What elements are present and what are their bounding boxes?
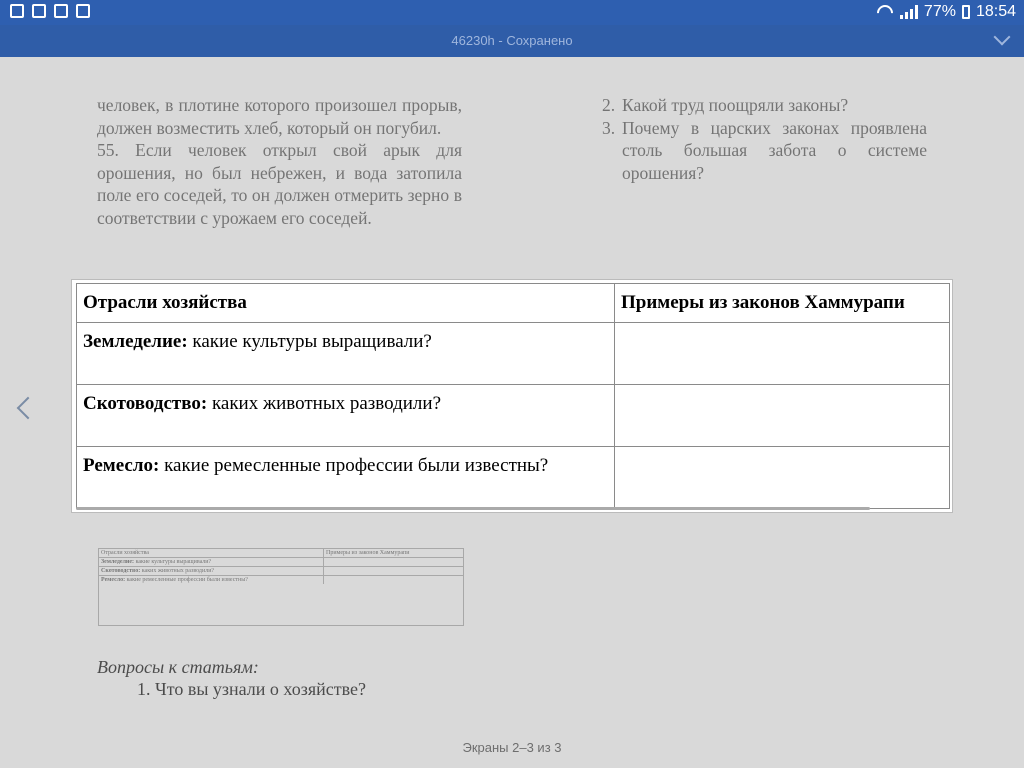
right-column-questions: [602, 94, 927, 184]
table-cell[interactable]: [615, 323, 950, 385]
table-cell[interactable]: Скотоводство: каких животных разводили?: [77, 385, 615, 447]
list-item: 2. Какой труд поощряли законы?: [602, 95, 849, 115]
table-row: [77, 385, 950, 447]
shield-icon: [54, 4, 68, 18]
zoomed-table-overlay[interactable]: [72, 280, 952, 512]
table-header-row: [77, 284, 950, 323]
status-bar: [0, 0, 1024, 25]
header-cell: Отрасли хозяйства: [77, 284, 615, 323]
signal-icon: [900, 5, 918, 19]
broom-icon: [32, 4, 46, 18]
table-cell[interactable]: Ремесло: какие ремесленные профессии были известны?: [77, 447, 615, 509]
economy-table: [76, 283, 950, 509]
table-row: [77, 323, 950, 385]
clock: 18:54: [975, 3, 1016, 20]
paragraph: человек, в плотине которого произошел прорыв, должен возместить хлеб, который он погубил.: [97, 95, 462, 138]
table-cell[interactable]: Земледелие: какие культуры выращивали?: [77, 323, 615, 385]
notification-icons: [10, 4, 90, 18]
clipboard-check-icon: [76, 4, 90, 18]
paragraph: 55. Если человек открыл свой арык для орошения, но был небрежен, и вода затопила поле его соседей, то он должен отмерить зерно в соответствии с урожаем его соседей.: [97, 140, 462, 228]
previous-page-arrow-icon[interactable]: [17, 397, 40, 420]
table-cell[interactable]: [615, 385, 950, 447]
horizontal-scrollbar[interactable]: [76, 507, 870, 510]
page-indicator: Экраны 2–3 из 3: [462, 740, 562, 755]
list-item: 1. Что вы узнали о хозяйстве?: [137, 679, 366, 699]
table-row: [77, 447, 950, 509]
left-column-text: [97, 94, 462, 229]
image-icon: [10, 4, 24, 18]
battery-percent: 77%: [923, 3, 956, 20]
table-cell[interactable]: [615, 447, 950, 509]
wifi-icon: [876, 5, 894, 19]
title-bar: [0, 25, 1024, 57]
header-cell: Примеры из законов Хаммурапи: [615, 284, 950, 323]
questions-section: [97, 656, 366, 700]
document-title[interactable]: 46230h - Сохранено: [451, 33, 573, 48]
battery-icon: [962, 5, 970, 19]
list-item: 3. Почему в царских законах проявлена столь большая забота о системе орошения?: [602, 117, 927, 183]
table-thumbnail: Отрасли хозяйства Примеры из законов Хаммурапи Земледелие: какие культуры выращивали? Скотоводство: каких животных разводили? Ремесло: какие ремесленные профессии были известны?: [98, 548, 464, 626]
questions-heading: Вопросы к статьям:: [97, 657, 259, 677]
